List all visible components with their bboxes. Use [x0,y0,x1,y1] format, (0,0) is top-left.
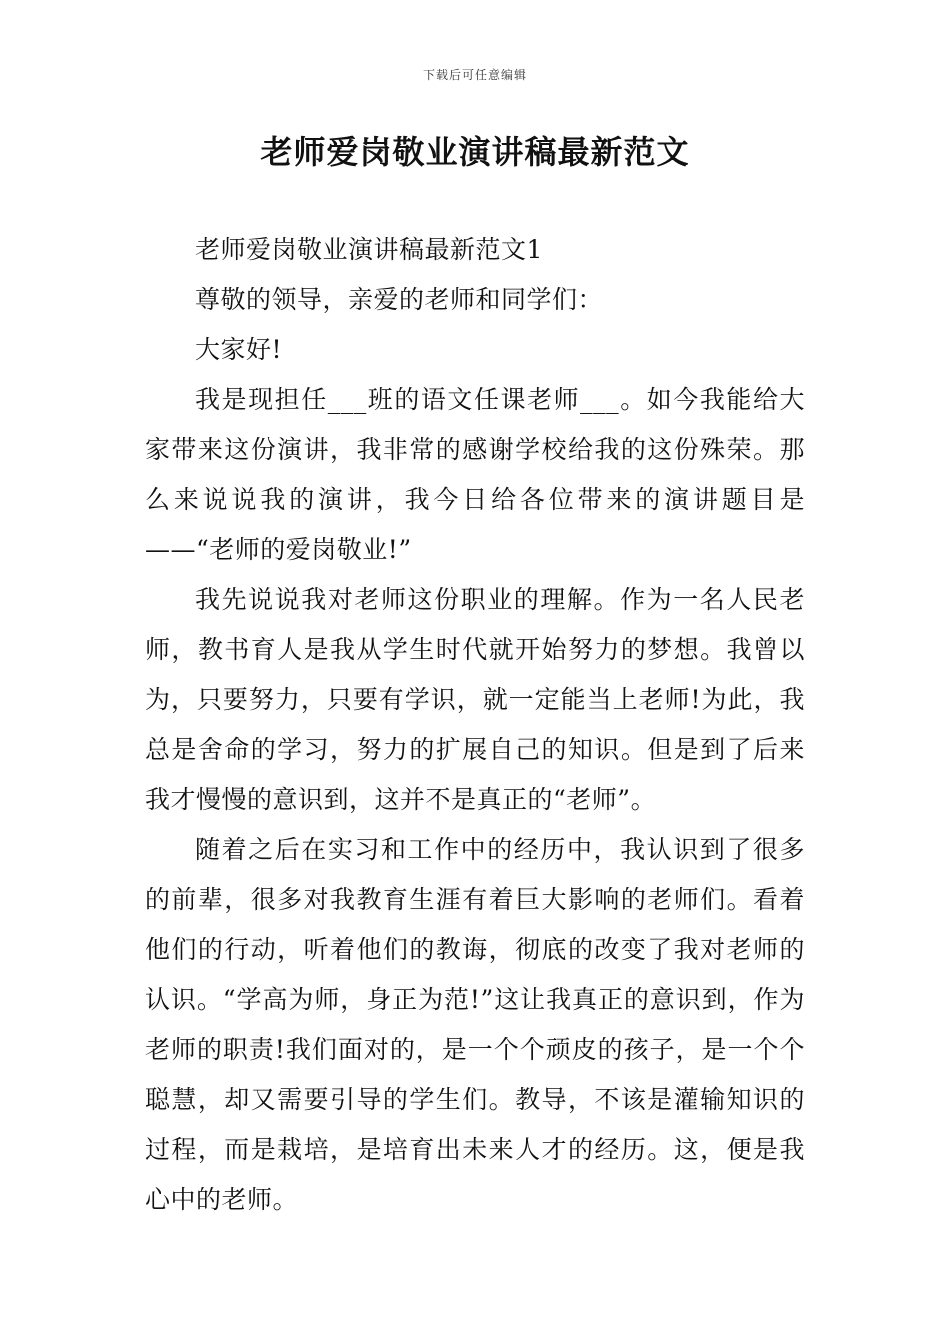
greeting-paragraph: 大家好! [195,335,283,364]
salutation-paragraph: 尊敬的领导，亲爱的老师和同学们： [195,285,604,314]
document-title: 老师爱岗敬业演讲稿最新范文 [260,133,690,171]
body-paragraph-experience: 随着之后在实习和工作中的经历中，我认识到了很多的前辈，很多对我教育生涯有着巨大影响的老师们。看着他们的行动，听着他们的教诲，彻底的改变了我对老师的认识。“学高为师，身正为范!”这让我真正的意识到，作为老师的职责!我们面对的，是一个个顽皮的孩子，是一个个聪慧，却又需要引导的学生们。教导，不该是灌输知识的过程，而是栽培，是培育出未来人才的经历。这，便是我心中的老师。 [145,835,805,1214]
body-paragraph-understanding: 我先说说我对老师这份职业的理解。作为一名人民老师，教书育人是我从学生时代就开始努力的梦想。我曾以为，只要努力，只要有学识，就一定能当上老师!为此，我总是舍命的学习，努力的扩展自己的知识。但是到了后来我才慢慢的意识到，这并不是真正的“老师”。 [145,585,805,814]
header-note: 下载后可任意编辑 [422,68,527,82]
body-paragraph-intro: 我是现担任___班的语文任课老师___。如今我能给大家带来这份演讲，我非常的感谢学校给我的这份殊荣。那么来说说我的演讲，我今日给各位带来的演讲题目是——“老师的爱岗敬业!” [145,385,805,564]
subtitle-paragraph: 老师爱岗敬业演讲稿最新范文1 [195,235,543,264]
document-body [145,225,805,1225]
